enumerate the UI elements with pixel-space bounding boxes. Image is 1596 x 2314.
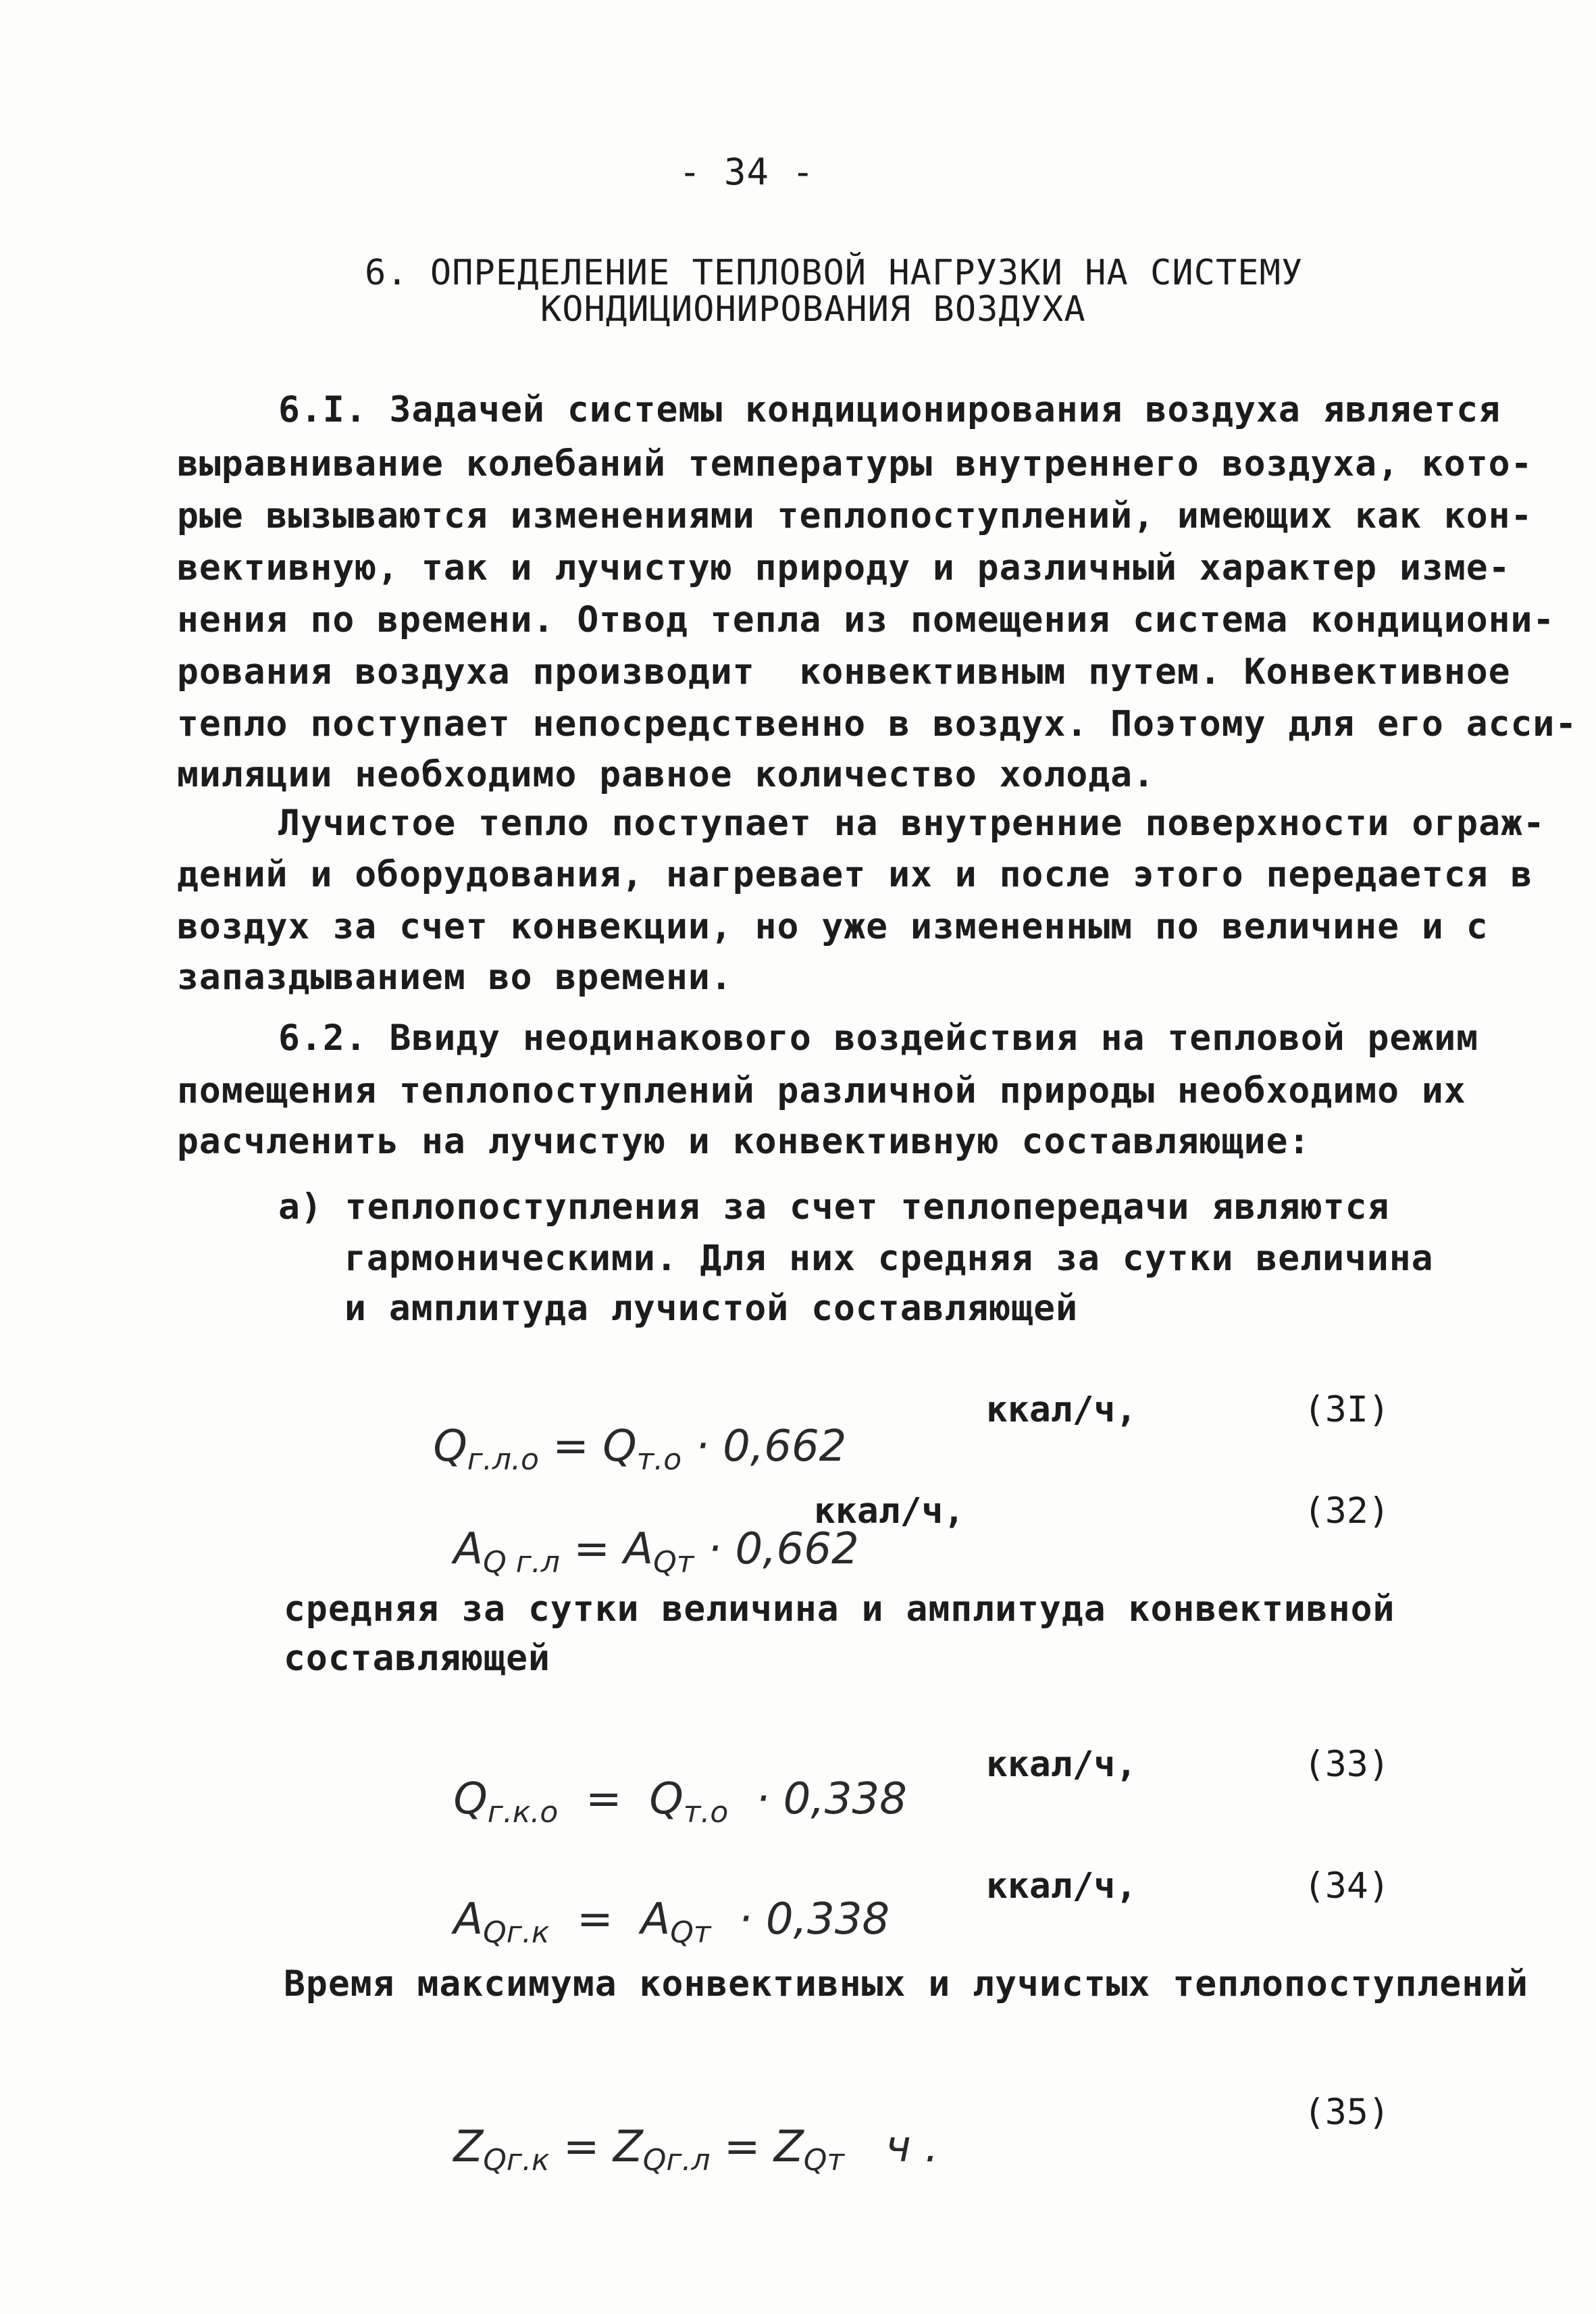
formula-31-unit: ккал/ч, [986, 1389, 1137, 1430]
para1-line: миляции необходимо равное количество холода. [177, 754, 1155, 795]
formula-34-unit: ккал/ч, [986, 1865, 1137, 1907]
para3-line: 6.2. Ввиду неодинакового воздействия на тепловой режим [278, 1017, 1479, 1059]
formula-32-unit: ккал/ч, [814, 1490, 965, 1532]
page-number: - 34 - [679, 151, 815, 193]
para2-line: дений и оборудования, нагревает их и после этого передается в [177, 854, 1533, 895]
item-a-line: а) теплопоступления за счет теплопередачи являются [278, 1186, 1390, 1228]
formula-32-number: (32) [1304, 1490, 1390, 1532]
formula-32: $A_{Q г.л} = A_{Qт} \cdot 0,662$ [453, 1524, 859, 1580]
para1-line: рые вызываются изменениями теплопоступлений, имеющих как кон- [177, 495, 1533, 536]
para1-line: тепло поступает непосредственно в воздух. Поэтому для его асси- [177, 703, 1578, 745]
para1-line: рования воздуха производит конвективным путем. Конвективное [177, 651, 1511, 693]
para1-line: 6.I. Задачей системы кондиционирования воздуха является [278, 389, 1501, 430]
formula-34-number: (34) [1304, 1865, 1390, 1907]
para1-line: выравнивание колебаний температуры внутреннего воздуха, кото- [177, 443, 1533, 484]
formula-35: $Z_{Qг.к} = Z_{Qг.л} = Z_{Qт}$ ч . [453, 2122, 939, 2178]
para3-line: помещения теплопоступлений различной природы необходимо их [177, 1070, 1466, 1111]
formula-31: $Q_{г.л.о} = Q_{т.о} \cdot 0,662$ [433, 1422, 847, 1478]
para1-line: нения по времени. Отвод тепла из помещения система кондициони- [177, 599, 1555, 640]
formula-33-number: (33) [1304, 1744, 1390, 1785]
formula-31-number: (3I) [1304, 1389, 1390, 1430]
para2-line: воздух за счет конвекции, но уже измененным по величине и с [177, 906, 1489, 947]
para1-line: вективную, так и лучистую природу и различный характер изме- [177, 547, 1511, 588]
para2-line: Лучистое тепло поступает на внутренние поверхности ограж- [278, 803, 1545, 844]
para2-line: запаздыванием во времени. [177, 957, 733, 998]
conv-text-line: средняя за сутки величина и амплитуда конвективной [284, 1588, 1395, 1630]
formula-35-number: (35) [1304, 2092, 1390, 2133]
formula-33-unit: ккал/ч, [986, 1744, 1137, 1785]
time-text: Время максимума конвективных и лучистых теплопоступлений [284, 1963, 1528, 2005]
item-a-line: и амплитуда лучистой составляющей [344, 1288, 1078, 1329]
section-heading-line-2: КОНДИЦИОНИРОВАНИЯ ВОЗДУХА [540, 289, 1086, 330]
para3-line: расчленить на лучистую и конвективную составляющие: [177, 1121, 1311, 1162]
formula-34: $A_{Qг.к} = A_{Qт} \cdot 0,338$ [453, 1894, 890, 1951]
item-a-line: гармоническими. Для них средняя за сутки величина [344, 1238, 1434, 1279]
conv-text-line: составляющей [284, 1638, 550, 1679]
formula-33: $Q_{г.к.о} = Q_{т.о} \cdot 0,338$ [453, 1774, 907, 1830]
section-heading-line-1: 6. ОПРЕДЕЛЕНИЕ ТЕПЛОВОЙ НАГРУЗКИ НА СИСТЕМУ [365, 253, 1304, 293]
